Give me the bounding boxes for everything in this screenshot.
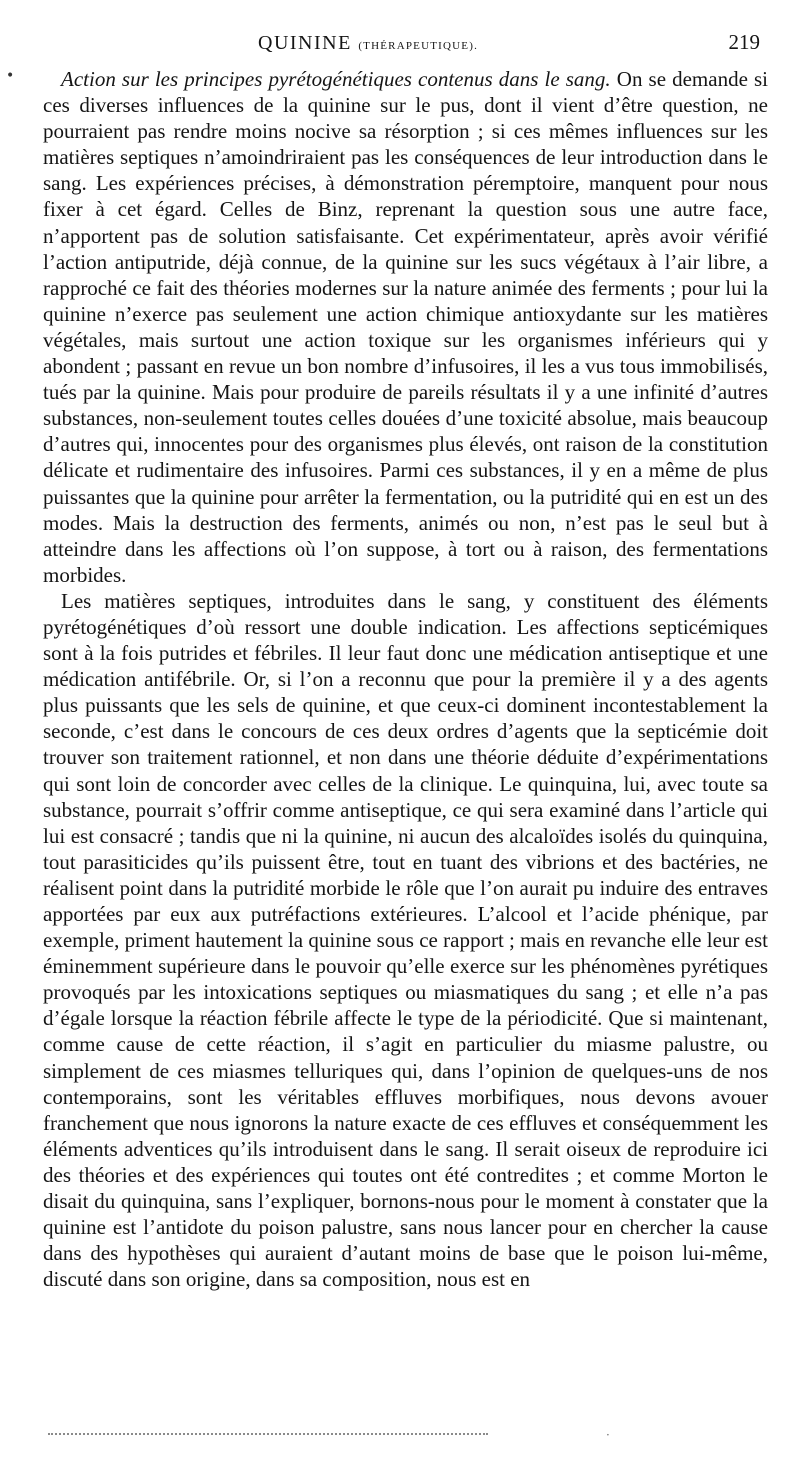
paragraph: Les matières septiques, introduites dans le sang, y constituent des éléments pyrétogénétiques d’où ressort une double indication. Les affections septicémiques sont à la fois putrides et fébriles. Il leur faut donc une médication antiseptique et une médication antifébrile. Or, si l’on a reconnu que pour la première il y a des agents plus puissants que les sels de quinine, et que ceux-ci dominent incontestablement la seconde, c’est dans le concours de ces deux ordres d’agents que la septicémie doit trouver son traitement rationnel, et non dans une théorie déduite d’expérimentations qui sont loin de concorder avec celles de la clinique. Le quinquina, lui, avec toute sa substance, pourrait s’offrir comme antiseptique, ce qui sera examiné dans l’article qui lui est consacré ; tandis que ni la quinine, ni aucun des alcaloïdes isolés du quinquina, tout parasiticides qu’ils puissent être, tout en tuant des vibrions et des bactéries, ne réalisent point dans la putridité morbide le rôle que l’on aurait pu induire des entraves apportées par eux aux putréfactions extérieures. L’alcool et l’acide phénique, par exemple, priment hautement la quinine sous ce rapport ; mais en revanche elle leur est éminemment supérieure dans le pouvoir qu’elle exerce sur les phénomènes pyrétiques provoqués par les intoxications septiques ou miasmatiques du sang ; et elle n’a pas d’égale lorsque la réaction fébrile affecte le type de la périodicité. Que si maintenant, comme cause de cette réaction, il s’agit en particulier du miasme palustre, ou simplement de ces miasmes telluriques qui, dans l’opinion de quelques-uns de nos contemporains, sont les véritables effluves morbifiques, nous devons avouer franchement que nous ignorons la nature exacte de ces effluves et conséquemment les éléments adventices qu’ils introduisent dans le sang. Il serait oiseux de reproduire ici des théories et des expériences qui toutes ont été contredites ; et comme Morton le disait du quinquina, sans l’expliquer, bornons-nous pour le moment à constater que la quinine est l’antidote du poison palustre, sans nous lancer pour en chercher la cause dans des hypothèses qui auraient d’autant moins de base que le poison lui-même, discuté dans son origine, dans sa composition, nous est en — [43, 588, 768, 1292]
section-heading: Action sur les principes pyrétogénétiques contenus dans le sang. — [61, 67, 611, 91]
running-header — [0, 30, 800, 64]
footer-dotted-rule — [48, 1433, 488, 1435]
margin-mark: • — [6, 68, 15, 84]
body-text — [43, 66, 768, 1292]
header-title-line — [258, 32, 478, 55]
header-subtitle: (THÉRAPEUTIQUE). — [358, 40, 479, 52]
paragraph — [43, 66, 768, 588]
header-title: QUININE — [258, 32, 352, 54]
paragraph-text: On se demande si ces diverses influences de la quinine sur le pus, dont il vient d’être question, ne pourraient pas rendre moins nocive sa résorption ; si ces mêmes influences sur les matières septiques n’amoindriraient pas les conséquences de leur introduction dans le sang. Les expériences précises, à démonstration péremptoire, manquent pour nous fixer à cet égard. Celles de Binz, reprenant la question sous une autre face, n’apportent pas de solution satisfaisante. Cet expérimentateur, après avoir vérifié l’action antiputride, déjà connue, de la quinine sur les sucs végétaux à l’air libre, a rapproché ce fait des théories modernes sur la nature animée des ferments ; pour lui la quinine n’exerce pas seulement une action chimique antioxydante sur les matières végétales, mais surtout une action toxique sur les organismes inférieurs qui y abondent ; passant en revue un bon nombre d’infusoires, il les a vus tous immobilisés, tués par la quinine. Mais pour produire de pareils résultats il y a une infinité d’autres substances, non-seulement toutes celles douées d’une toxicité absolue, mais beaucoup d’autres qui, innocentes pour des organismes plus élevés, ont raison de la constitution délicate et rudimentaire des infusoires. Parmi ces substances, il y en a même de plus puissantes que la quinine pour arrêter la fermentation, ou la putridité qui en est un des modes. Mais la destruction des ferments, animés ou non, n’est pas le seul but à atteindre dans les affections où l’on suppose, à tort ou à raison, des fermentations morbides. — [43, 67, 769, 587]
footer-mark: · — [606, 1428, 610, 1442]
page-number: 219 — [728, 30, 760, 54]
